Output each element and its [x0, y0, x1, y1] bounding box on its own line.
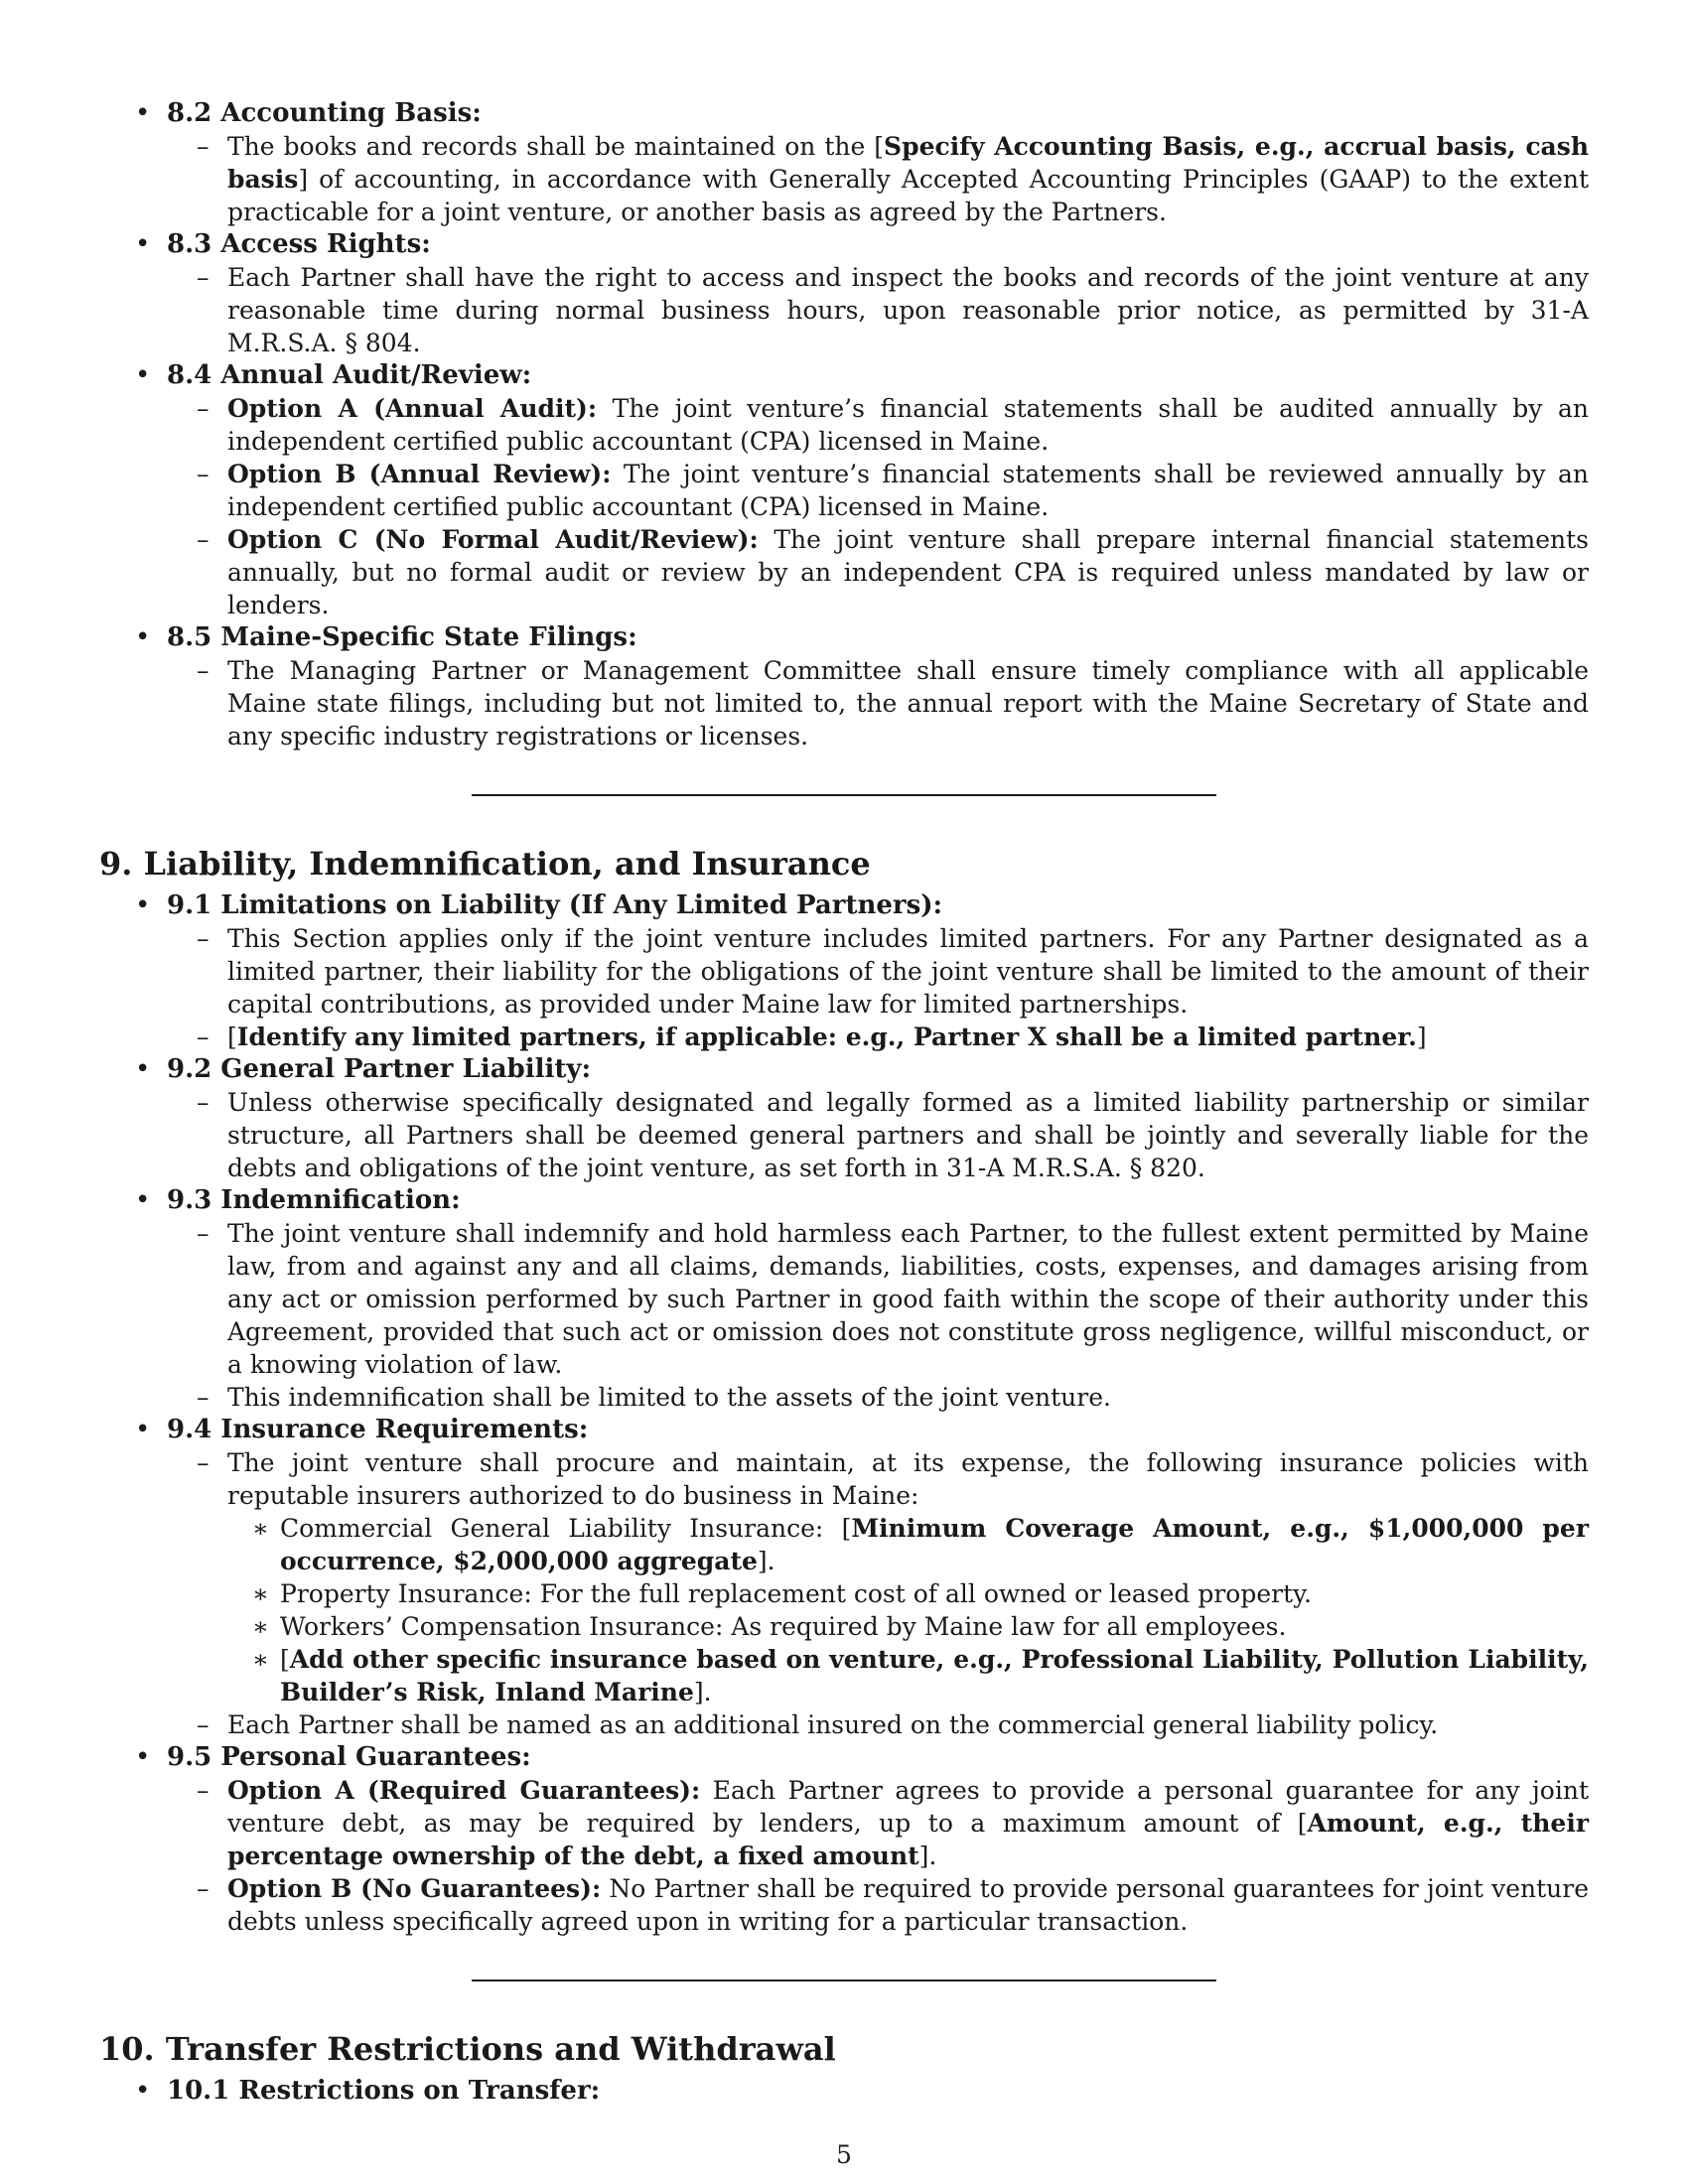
option-text: The joint venture’s financial statements shall be reviewed annually by an independent certified public accountant (CPA) licensed in Maine.	[227, 460, 1589, 521]
clause-9-4-intro	[167, 1446, 1589, 1708]
bracket: [	[280, 1645, 290, 1674]
page-number: 5	[836, 2140, 852, 2169]
clause-9-1-placeholder	[167, 1021, 1589, 1053]
document-page	[99, 97, 1589, 2108]
clause-8-5-text: – The Managing Partner or Management Committee shall ensure timely compliance with all applicable Maine state filings, including but not limited to, the annual report with the Maine Secretary of State and any specific industry registrations or licenses.	[167, 654, 1589, 752]
section-10-title: 10. Transfer Restrictions and Withdrawal	[99, 2030, 836, 2068]
clause-8-2-text	[167, 130, 1589, 228]
insurance-cgl	[227, 1512, 1589, 1577]
insurance-other	[227, 1643, 1589, 1708]
insurance-workers-comp: ∗ Workers’ Compensation Insurance: As required by Maine law for all employees.	[227, 1610, 1589, 1643]
option-b-no-guarantees	[167, 1872, 1589, 1938]
clause-10-1	[99, 2075, 1589, 2108]
option-c-no-audit	[167, 523, 1589, 621]
option-label: Option C (No Formal Audit/Review):	[227, 525, 759, 554]
placeholder-accounting-basis: Specify Accounting Basis, e.g., accrual basis, cash basis	[227, 132, 1590, 194]
clause-9-2-heading: 9.2 General Partner Liability:	[167, 1054, 592, 1084]
clause-9-1-heading: 9.1 Limitations on Liability (If Any Limited Partners):	[167, 890, 943, 920]
clause-9-1	[99, 889, 1589, 1053]
clause-8-5-heading: 8.5 Maine-Specific State Filings:	[167, 622, 637, 652]
clause-9-1-text: – This Section applies only if the joint venture includes limited partners. For any Partner designated as a limited partner, their liability for the obligations of the joint venture shall be limited to the amount of their capital contributions, as provided under Maine law for limited partnerships.	[167, 922, 1589, 1021]
clause-8-3-heading: 8.3 Access Rights:	[167, 229, 431, 259]
bracket: [	[227, 1023, 237, 1051]
text-span: ] of accounting, in accordance with Generally Accepted Accounting Principles (GAAP) to the extent practicable for a joint venture, or another basis as agreed by the Partners.	[227, 165, 1589, 226]
option-label: Option A (Required Guarantees):	[227, 1776, 701, 1805]
clause-8-5	[99, 621, 1589, 752]
text-span: Commercial General Liability Insurance: [	[280, 1514, 852, 1543]
text-span: The joint venture shall procure and maintain, at its expense, the following insurance policies with reputable insurers authorized to do business in Maine:	[227, 1448, 1589, 1510]
clause-9-4-additional-insured: – Each Partner shall be named as an additional insured on the commercial general liability policy.	[167, 1708, 1589, 1741]
section-divider	[472, 794, 1216, 796]
clause-8-3-text: – Each Partner shall have the right to access and inspect the books and records of the joint venture at any reasonable time during normal business hours, upon reasonable prior notice, as permitted by 31-A M.R.S.A. § 804.	[167, 261, 1589, 359]
clause-8-2	[99, 97, 1589, 228]
option-b-review	[167, 458, 1589, 523]
option-label: Option B (Annual Review):	[227, 460, 612, 488]
clause-8-2-heading: 8.2 Accounting Basis:	[167, 98, 482, 128]
clause-8-3	[99, 228, 1589, 359]
clause-8-4-heading: 8.4 Annual Audit/Review:	[167, 360, 532, 390]
placeholder-other-insurance: Add other specific insurance based on venture, e.g., Professional Liability, Pollution Liability, Builder’s Risk, Inland Marine	[280, 1645, 1589, 1706]
clause-9-2	[99, 1053, 1589, 1184]
placeholder-coverage-amount: Minimum Coverage Amount, e.g., $1,000,000 per occurrence, $2,000,000 aggregate	[280, 1514, 1589, 1575]
option-text: The joint venture shall prepare internal financial statements annually, but no formal audit or review by an independent CPA is required unless mandated by law or lenders.	[227, 525, 1589, 619]
option-a-audit	[167, 392, 1589, 458]
placeholder-limited-partners: Identify any limited partners, if applicable: e.g., Partner X shall be a limited partner.	[236, 1023, 1417, 1051]
section-divider	[472, 1979, 1216, 1981]
section-8-list	[99, 97, 1589, 752]
option-label: Option B (No Guarantees):	[227, 1874, 602, 1903]
section-10-list	[99, 2075, 1589, 2108]
clause-9-3	[99, 1184, 1589, 1414]
clause-9-3-heading: 9.3 Indemnification:	[167, 1185, 461, 1215]
option-label: Option A (Annual Audit):	[227, 394, 598, 423]
clause-10-1-heading: 10.1 Restrictions on Transfer:	[167, 2076, 601, 2106]
option-a-guarantees	[167, 1774, 1589, 1872]
option-text: The joint venture’s financial statements shall be audited annually by an independent certified public accountant (CPA) licensed in Maine.	[227, 394, 1589, 456]
section-9-list	[99, 889, 1589, 1938]
bracket: ].	[918, 1842, 937, 1870]
clause-8-4	[99, 359, 1589, 621]
option-text: No Partner shall be required to provide personal guarantees for joint venture debts unless specifically agreed upon in writing for a particular transaction.	[227, 1874, 1590, 1936]
clause-9-2-text: – Unless otherwise specifically designated and legally formed as a limited liability partnership or similar structure, all Partners shall be deemed general partners and shall be jointly and severally liable for the debts and obligations of the joint venture, as set forth in 31-A M.R.S.A. § 820.	[167, 1086, 1589, 1184]
insurance-property: ∗ Property Insurance: For the full replacement cost of all owned or leased property.	[227, 1577, 1589, 1610]
bracket: ]	[1416, 1023, 1427, 1051]
clause-9-4-heading: 9.4 Insurance Requirements:	[167, 1415, 589, 1444]
section-9-title: 9. Liability, Indemnification, and Insurance	[99, 845, 871, 883]
clause-9-5-heading: 9.5 Personal Guarantees:	[167, 1742, 531, 1772]
clause-9-3-text-1: – The joint venture shall indemnify and hold harmless each Partner, to the fullest extent permitted by Maine law, from and against any and all claims, demands, liabilities, costs, expenses, and damages arising from any act or omission performed by such Partner in good faith within the scope of their authority under this Agreement, provided that such act or omission does not constitute gross negligence, willful misconduct, or a knowing violation of law.	[167, 1217, 1589, 1381]
bracket: ].	[757, 1547, 775, 1575]
clause-9-4	[99, 1414, 1589, 1741]
bracket: ].	[693, 1678, 712, 1706]
option-text: Each Partner agrees to provide a personal guarantee for any joint venture debt, as may be required by lenders, up to a maximum amount of [	[227, 1776, 1589, 1838]
text-span: The books and records shall be maintained on the [	[227, 132, 885, 161]
clause-9-3-text-2: – This indemnification shall be limited to the assets of the joint venture.	[167, 1381, 1589, 1414]
placeholder-guarantee-amount: Amount, e.g., their percentage ownership of the debt, a fixed amount	[227, 1809, 1589, 1870]
clause-9-5	[99, 1741, 1589, 1938]
